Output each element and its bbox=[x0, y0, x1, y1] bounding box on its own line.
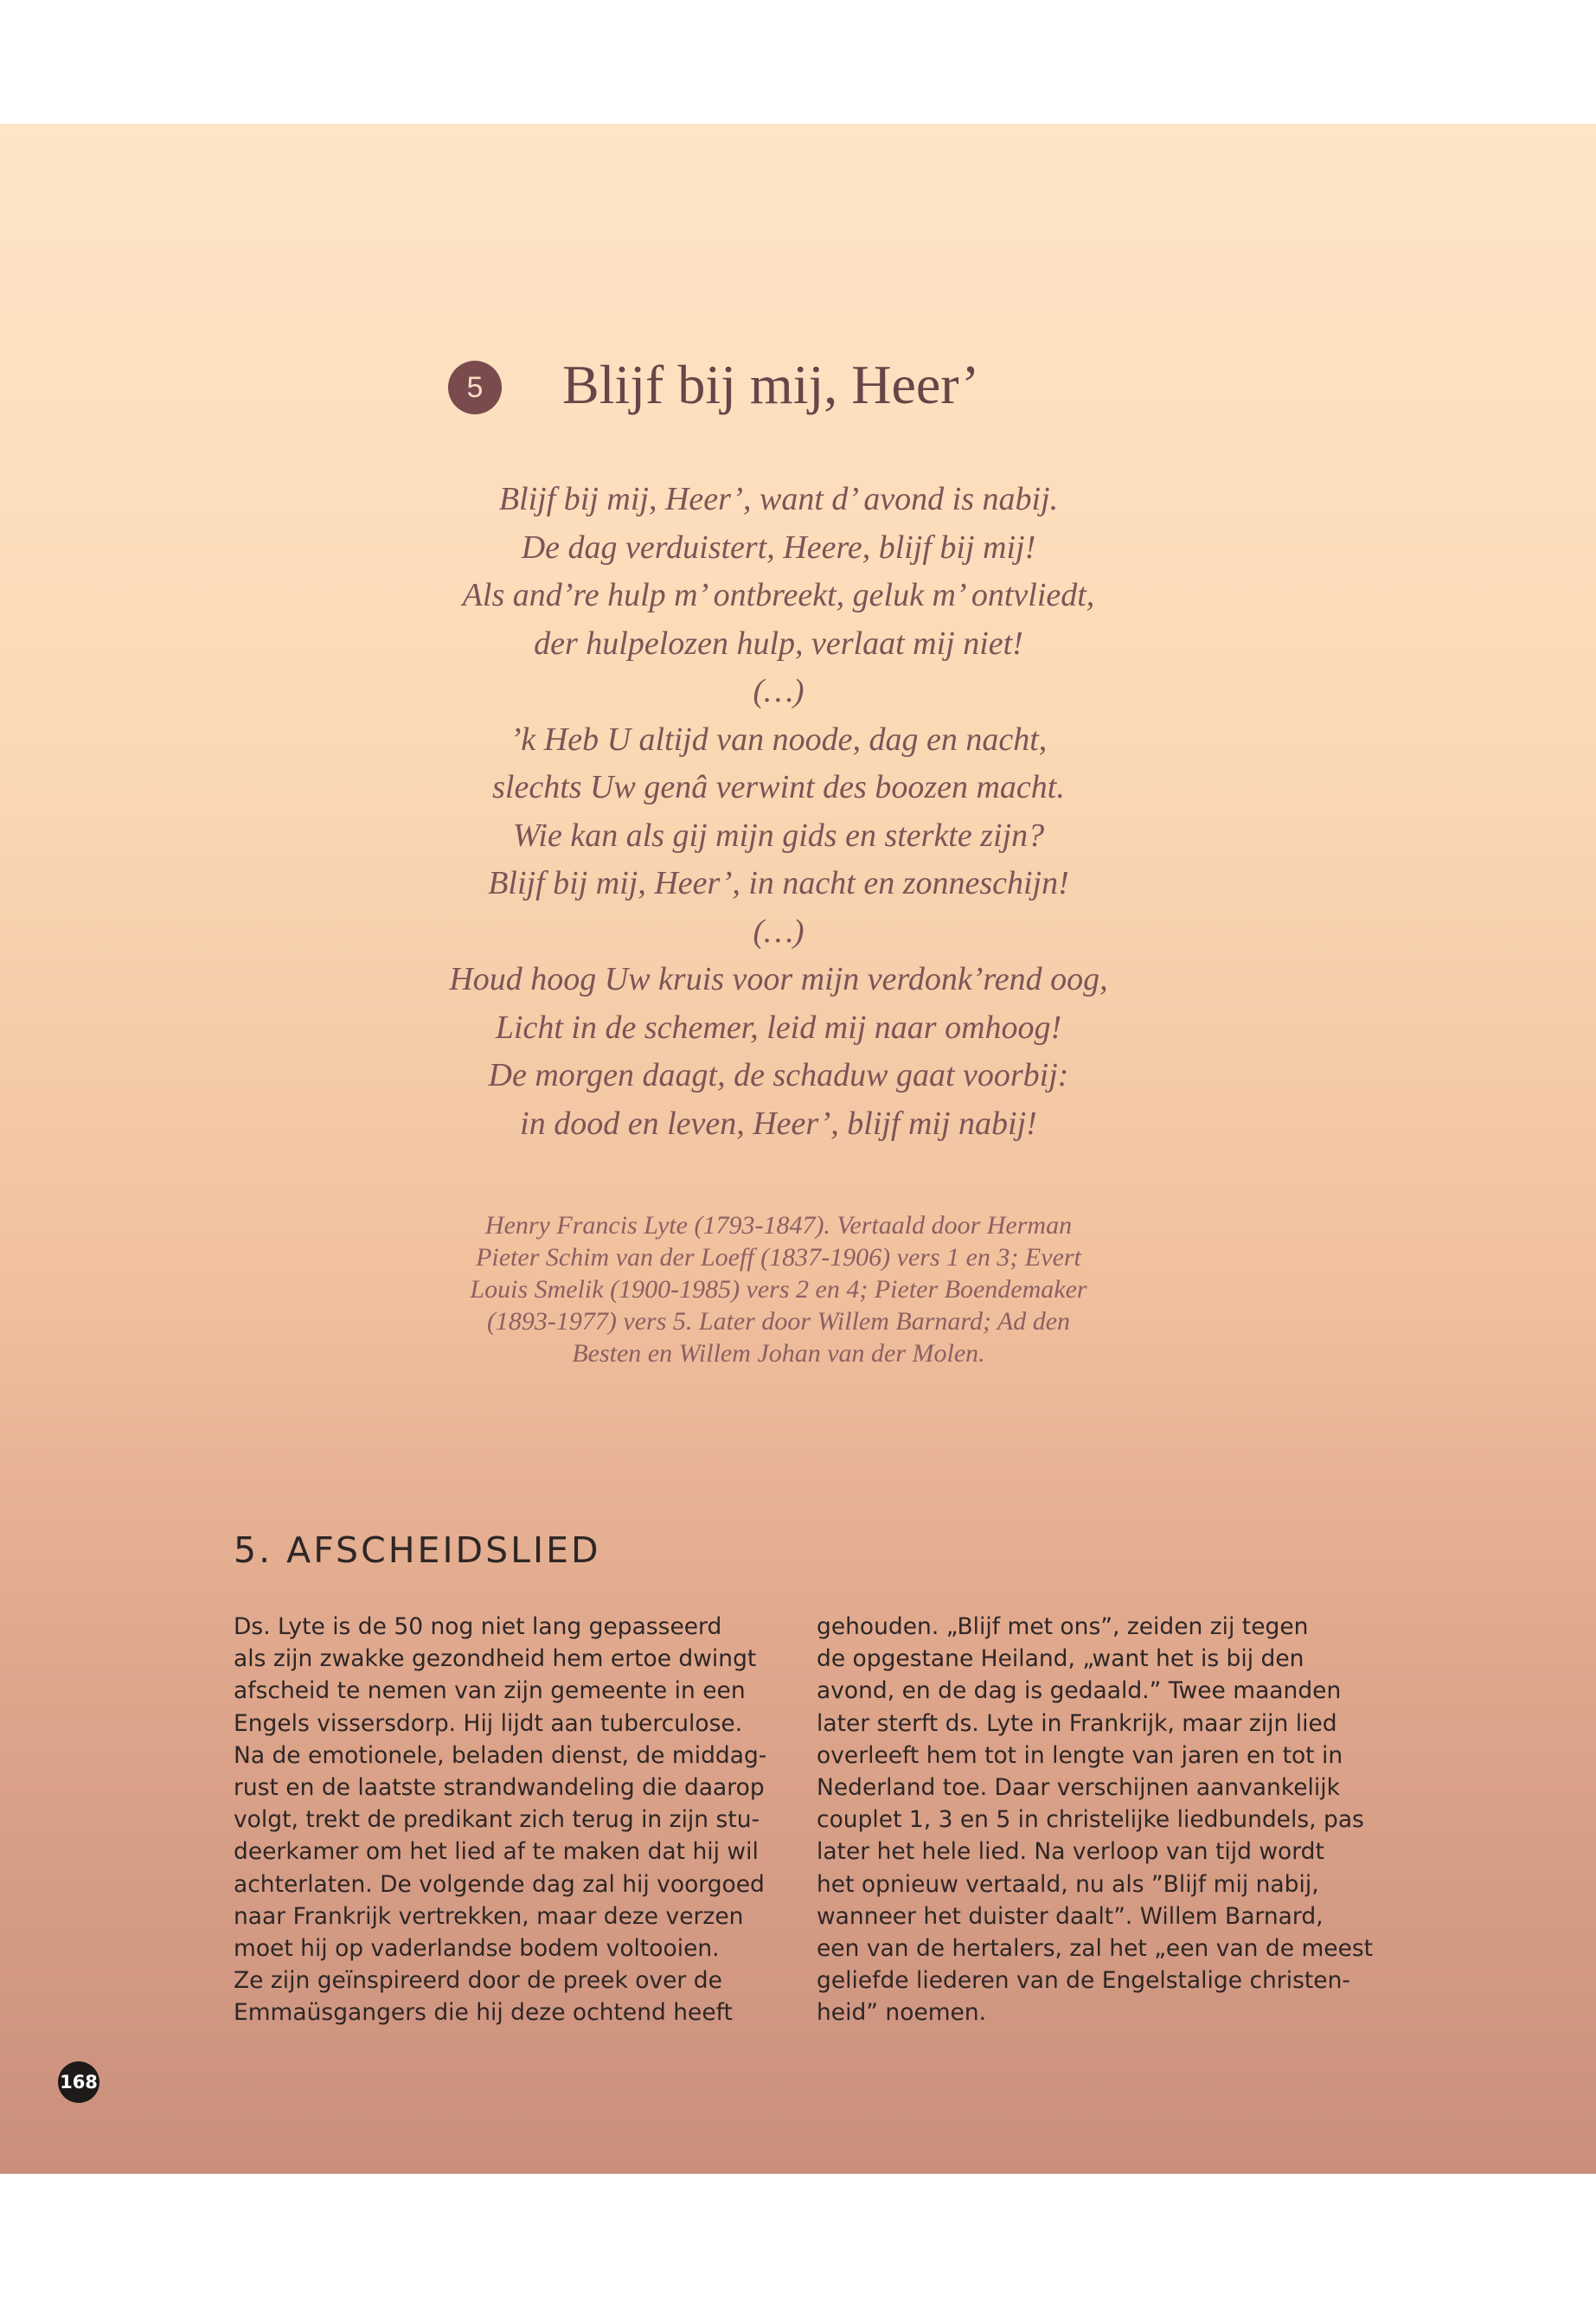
poem-line: Als and’re hulp m’ ontbreekt, geluk m’ ontvliedt, bbox=[462, 577, 1095, 613]
body-line: een van de hertalers, zal het „een van de meest bbox=[817, 1935, 1374, 1963]
poem-line: Blijf bij mij, Heer’, in nacht en zonneschijn! bbox=[488, 865, 1069, 901]
credits-line: (1893-1977) vers 5. Later door Willem Barnard; Ad den bbox=[486, 1307, 1071, 1336]
song-header bbox=[0, 350, 1596, 420]
poem-line: in dood en leven, Heer’, blijf mij nabij! bbox=[520, 1105, 1037, 1142]
credits-line: Louis Smelik (1900-1985) vers 2 en 4; Pieter Boendemaker bbox=[470, 1275, 1087, 1304]
page-number-badge: 168 bbox=[58, 2061, 99, 2103]
body-line: deerkamer om het lied af te maken dat hij wil bbox=[234, 1838, 759, 1866]
poem-line: slechts Uw genâ verwint des boozen macht. bbox=[492, 769, 1065, 805]
body-line: achterlaten. De volgende dag zal hij voorgoed bbox=[234, 1870, 765, 1898]
body-line: avond, en de dag is gedaald.” Twee maanden bbox=[817, 1677, 1342, 1705]
body-column-left bbox=[234, 1611, 766, 2029]
body-line: geliefde liederen van de Engelstalige christen- bbox=[817, 1967, 1350, 1995]
credits-line: Pieter Schim van der Loeff (1837-1906) vers 1 en 3; Evert bbox=[476, 1243, 1081, 1272]
body-line: Ds. Lyte is de 50 nog niet lang gepasseerd bbox=[234, 1613, 722, 1640]
body-line: als zijn zwakke gezondheid hem ertoe dwingt bbox=[234, 1645, 757, 1673]
poem-line: Licht in de schemer, leid mij naar omhoog! bbox=[495, 1009, 1062, 1046]
body-column-right bbox=[817, 1611, 1373, 2029]
song-title: Blijf bij mij, Heer’ bbox=[562, 354, 980, 415]
body-line: later sterft ds. Lyte in Frankrijk, maar zijn lied bbox=[817, 1709, 1337, 1737]
section-heading: 5. AFSCHEIDSLIED bbox=[234, 1529, 601, 1571]
body-line: wanneer het duister daalt”. Willem Barnard, bbox=[817, 1902, 1324, 1930]
poem-line: Wie kan als gij mijn gids en sterkte zijn? bbox=[512, 817, 1045, 854]
body-line: naar Frankrijk vertrekken, maar deze verzen bbox=[234, 1902, 744, 1930]
body-line: het opnieuw vertaald, nu als ”Blijf mij nabij, bbox=[817, 1870, 1319, 1898]
poem-ellipsis: (…) bbox=[753, 913, 804, 950]
song-number-badge: 5 bbox=[448, 361, 502, 414]
body-line: Engels vissersdorp. Hij lijdt aan tuberculose. bbox=[234, 1709, 743, 1737]
body-line: couplet 1, 3 en 5 in christelijke liedbundels, pas bbox=[817, 1806, 1364, 1834]
body-line: Ze zijn geïnspireerd door de preek over de bbox=[234, 1967, 722, 1995]
credits-line: Besten en Willem Johan van der Molen. bbox=[572, 1339, 985, 1368]
credits-line: Henry Francis Lyte (1793-1847). Vertaald door Herman bbox=[484, 1211, 1073, 1240]
body-line: moet hij op vaderlandse bodem voltooien. bbox=[234, 1935, 720, 1963]
body-line: gehouden. „Blijf met ons”, zeiden zij tegen bbox=[817, 1613, 1309, 1640]
poem bbox=[0, 476, 1557, 1148]
poem-line: ’k Heb U altijd van noode, dag en nacht, bbox=[510, 721, 1048, 758]
body-line: overleeft hem tot in lengte van jaren en tot in bbox=[817, 1741, 1343, 1769]
poem-line: Houd hoog Uw kruis voor mijn verdonk’rend oog, bbox=[449, 961, 1108, 997]
poem-line: De morgen daagt, de schaduw gaat voorbij: bbox=[488, 1057, 1069, 1093]
body-line: heid” noemen. bbox=[817, 1999, 987, 2027]
body-line: de opgestane Heiland, „want het is bij den bbox=[817, 1645, 1304, 1673]
body-line: afscheid te nemen van zijn gemeente in een bbox=[234, 1677, 746, 1705]
body-line: Emmaüsgangers die hij deze ochtend heeft bbox=[234, 1999, 733, 2027]
body-line: Nederland toe. Daar verschijnen aanvankelijk bbox=[817, 1774, 1340, 1802]
poem-credits bbox=[0, 1209, 1557, 1369]
poem-ellipsis: (…) bbox=[753, 673, 804, 709]
body-line: rust en de laatste strandwandeling die daarop bbox=[234, 1774, 765, 1802]
body-line: Na de emotionele, beladen dienst, de middag- bbox=[234, 1741, 767, 1769]
poem-line: De dag verduistert, Heere, blijf bij mij! bbox=[521, 529, 1036, 566]
body-line: later het hele lied. Na verloop van tijd wordt bbox=[817, 1838, 1324, 1866]
poem-line: Blijf bij mij, Heer’, want d’ avond is nabij. bbox=[498, 481, 1059, 517]
body-line: volgt, trekt de predikant zich terug in zijn stu- bbox=[234, 1806, 760, 1834]
poem-line: der hulpelozen hulp, verlaat mij niet! bbox=[534, 625, 1023, 662]
